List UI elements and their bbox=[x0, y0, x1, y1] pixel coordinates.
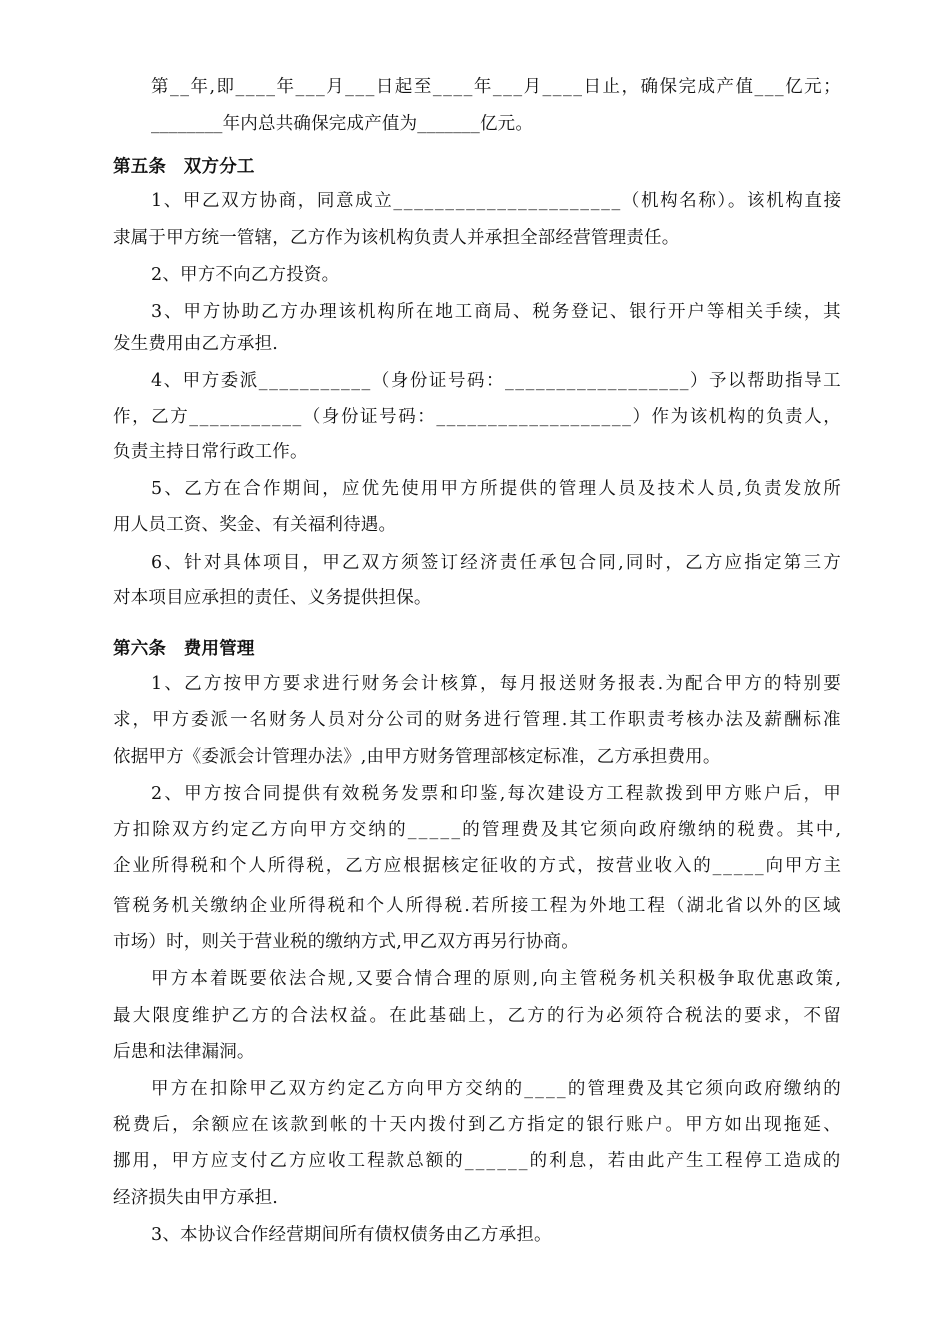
text-line: 发生费用由乙方承担. bbox=[113, 334, 279, 354]
text-line: 1、甲乙双方协商，同意成立______________________（机构名称）。该机构直接 bbox=[151, 191, 843, 211]
text-line: 依据甲方《委派会计管理办法》,由甲方财务管理部核定标准，乙方承担费用。 bbox=[113, 747, 721, 767]
text-line: 管税务机关缴纳企业所得税和个人所得税.若所接工程为外地工程（湖北省以外的区域 bbox=[113, 896, 843, 916]
text-line: 作，乙方___________（身份证号码：___________________）作为该机构的负责人， bbox=[113, 407, 843, 427]
text-line: 3、本协议合作经营期间所有债权债务由乙方承担。 bbox=[151, 1225, 552, 1245]
text-line: 最大限度维护乙方的合法权益。在此基础上，乙方的行为必须符合税法的要求，不留 bbox=[113, 1006, 843, 1026]
text-line: 后患和法律漏洞。 bbox=[113, 1042, 255, 1062]
text-line: 第__年,即____年___月___日起至____年___月____日止，确保完成产值___亿元； bbox=[151, 77, 843, 97]
text-line: 4、甲方委派___________（身份证号码：__________________）予以帮助指导工 bbox=[151, 371, 843, 391]
text-line: 隶属于甲方统一管辖，乙方作为该机构负责人并承担全部经营管理责任。 bbox=[113, 228, 680, 248]
text-line: 甲方本着既要依法合规,又要合情合理的原则,向主管税务机关积极争取优惠政策, bbox=[151, 969, 844, 989]
text-line: 经济损失由甲方承担. bbox=[113, 1188, 279, 1208]
text-line: 求，甲方委派一名财务人员对分公司的财务进行管理.其工作职责考核办法及薪酬标准 bbox=[113, 710, 843, 730]
text-line: 1、乙方按甲方要求进行财务会计核算，每月报送财务报表.为配合甲方的特别要 bbox=[151, 674, 843, 694]
text-line: 税费后，余额应在该款到帐的十天内拨付到乙方指定的银行账户。甲方如出现拖延、 bbox=[113, 1115, 843, 1135]
text-line: 3、甲方协助乙方办理该机构所在地工商局、税务登记、银行开户等相关手续，其 bbox=[151, 302, 843, 322]
text-line: 5、乙方在合作期间，应优先使用甲方所提供的管理人员及技术人员,负责发放所 bbox=[151, 479, 843, 499]
text-line: 企业所得税和个人所得税，乙方应根据核定征收的方式，按营业收入的_____向甲方主 bbox=[113, 856, 843, 876]
text-line: ________年内总共确保完成产值为_______亿元。 bbox=[151, 114, 534, 134]
text-line: 挪用，甲方应支付乙方应收工程款总额的______的利息，若由此产生工程停工造成的 bbox=[113, 1151, 843, 1171]
section-heading-5: 第五条 双方分工 bbox=[113, 157, 255, 177]
text-line: 甲方在扣除甲乙双方约定乙方向甲方交纳的____的管理费及其它须向政府缴纳的 bbox=[151, 1079, 843, 1099]
text-line: 2、甲方不向乙方投资。 bbox=[151, 265, 340, 285]
text-line: 市场）时，则关于营业税的缴纳方式,甲乙双方再另行协商。 bbox=[113, 932, 579, 952]
text-line: 方扣除双方约定乙方向甲方交纳的_____的管理费及其它须向政府缴纳的税费。其中, bbox=[113, 820, 844, 840]
section-heading-6: 第六条 费用管理 bbox=[113, 639, 255, 659]
text-line: 对本项目应承担的责任、义务提供担保。 bbox=[113, 588, 432, 608]
text-line: 2、甲方按合同提供有效税务发票和印鉴,每次建设方工程款拨到甲方账户后，甲 bbox=[151, 784, 843, 804]
text-line: 负责主持日常行政工作。 bbox=[113, 442, 308, 462]
text-line: 用人员工资、奖金、有关福利待遇。 bbox=[113, 515, 397, 535]
text-line: 6、针对具体项目，甲乙双方须签订经济责任承包合同,同时，乙方应指定第三方 bbox=[151, 553, 843, 573]
